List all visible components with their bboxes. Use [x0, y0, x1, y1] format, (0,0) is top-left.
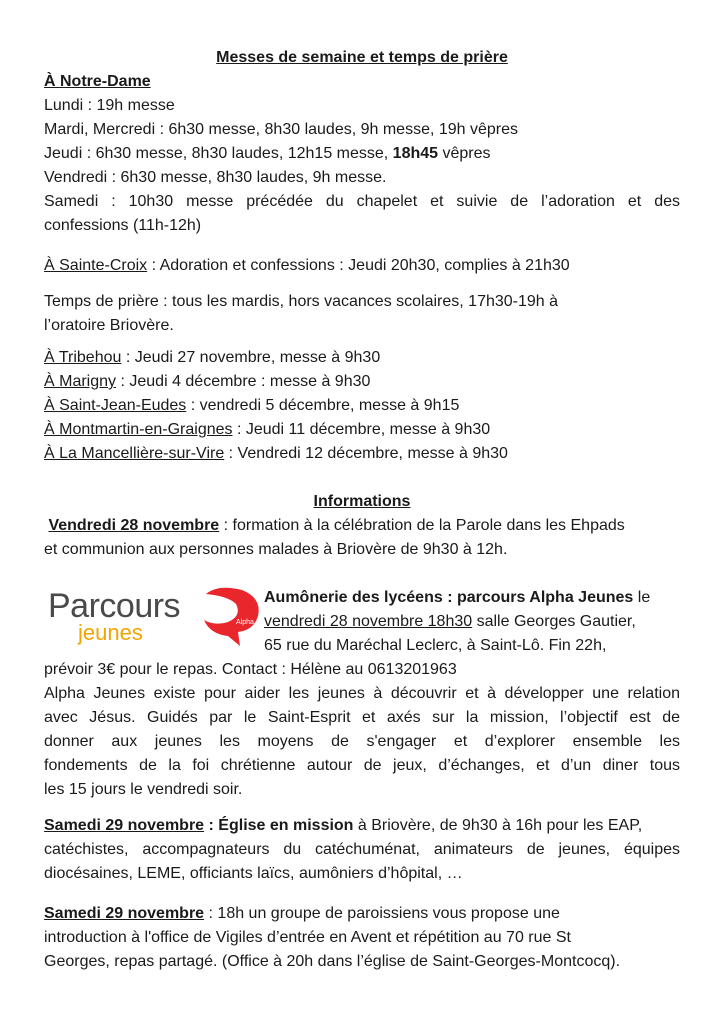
mardi-line: Mardi, Mercredi : 6h30 messe, 8h30 laudes, 9h messe, 19h vêpres — [44, 121, 519, 138]
s29b-line — [44, 902, 680, 926]
s29a-line-2: catéchistes, accompagnateurs du catéchuménat, animateurs de jeunes, équipes — [44, 841, 680, 858]
vendredi-line: Vendredi : 6h30 messe, 8h30 laudes, 9h messe. — [44, 169, 387, 186]
samedi-line-2: confessions (11h-12h) — [44, 217, 202, 234]
alpha-le: le — [633, 589, 651, 606]
jeudi-text: Jeudi : 6h30 messe, 8h30 laudes, 12h15 messe, — [44, 145, 393, 162]
info-title: Informations — [313, 493, 411, 510]
alpha-salle: salle Georges Gautier, — [472, 613, 636, 630]
jeudi-bold: 18h45 — [392, 145, 439, 162]
v28-text: : formation à la célébration de la Parole dans les Ehpads — [219, 517, 625, 534]
montmartin-label: À Montmartin-en-Graignes — [44, 421, 233, 438]
marigny-line — [44, 370, 680, 394]
alpha-line-4: prévoir 3€ pour le repas. Contact : Hélène au 0613201963 — [44, 661, 457, 678]
mancelliere-line — [44, 442, 680, 466]
tribehou-line — [44, 346, 680, 370]
s29b-text: : 18h un groupe de paroissiens vous propose une — [204, 905, 560, 922]
priere-line: Temps de prière : tous les mardis, hors vacances scolaires, 17h30-19h à — [44, 293, 559, 310]
mancelliere-text: : Vendredi 12 décembre, messe à 9h30 — [224, 445, 508, 462]
alpha-line — [264, 586, 680, 610]
jeudi-line — [44, 142, 680, 166]
s29a-text: à Briovère, de 9h30 à 16h pour les EAP, — [353, 817, 643, 834]
alpha-bold: Aumônerie des lycéens : parcours Alpha Jeunes — [264, 589, 634, 606]
marigny-label: À Marigny — [44, 373, 117, 390]
s29a-bold: : Église en mission — [204, 817, 354, 834]
alpha-logo-icon — [198, 586, 264, 648]
jeudi-tail: vêpres — [438, 145, 491, 162]
lundi-line: Lundi : 19h messe — [44, 97, 175, 114]
alpha-date: vendredi 28 novembre 18h30 — [264, 613, 473, 630]
v28-label: Vendredi 28 novembre — [48, 517, 220, 534]
alpha-line-3: 65 rue du Maréchal Leclerc, à Saint-Lô. Fin 22h, — [264, 637, 607, 654]
s29b-label: Samedi 29 novembre — [44, 905, 205, 922]
alpha-para-3: donner aux jeunes les moyens de s'engager et d’explorer ensemble les — [44, 733, 680, 750]
sje-line — [44, 394, 680, 418]
tribehou-text: : Jeudi 27 novembre, messe à 9h30 — [121, 349, 381, 366]
sainte-croix-text: : Adoration et confessions : Jeudi 20h30, complies à 21h30 — [147, 257, 570, 274]
samedi-line: Samedi : 10h30 messe précédée du chapelet et suivie de l’adoration et des — [44, 193, 680, 210]
v28-line-2: et communion aux personnes malades à Briovère de 9h30 à 12h. — [44, 541, 508, 558]
alpha-para-1: Alpha Jeunes existe pour aider les jeunes à découvrir et à développer une relation — [44, 685, 680, 702]
tribehou-label: À Tribehou — [44, 349, 122, 366]
marigny-text: : Jeudi 4 décembre : messe à 9h30 — [116, 373, 371, 390]
montmartin-line — [44, 418, 680, 442]
logo-sub: jeunes — [78, 620, 143, 645]
sainte-croix-line — [44, 254, 680, 278]
alpha-para-4: fondements de la foi chrétienne autour de jeux, d’échanges, et d’un diner tous — [44, 757, 680, 774]
montmartin-text: : Jeudi 11 décembre, messe à 9h30 — [232, 421, 491, 438]
alpha-para-2: avec Jésus. Guidés par le Saint-Esprit et axés sur la mission, l’objectif est de — [44, 709, 680, 726]
s29a-line — [44, 814, 680, 838]
v28-line — [44, 514, 680, 538]
logo-badge: Alpha — [236, 619, 254, 626]
sainte-croix-label: À Sainte-Croix — [44, 257, 148, 274]
notre-dame-heading: À Notre-Dame — [44, 73, 151, 90]
logo-word: Parcours — [48, 587, 181, 625]
s29b-line-2: introduction à l'office de Vigiles d’entrée en Avent et répétition au 70 rue St — [44, 929, 571, 946]
sje-text: : vendredi 5 décembre, messe à 9h15 — [186, 397, 460, 414]
alpha-para-5: les 15 jours le vendredi soir. — [44, 781, 243, 798]
weekly-title: Messes de semaine et temps de prière — [216, 49, 508, 66]
priere-line-2: l’oratoire Briovère. — [44, 317, 174, 334]
s29a-label: Samedi 29 novembre — [44, 817, 205, 834]
s29a-line-3: diocésaines, LEME, officiants laïcs, aumôniers d’hôpital, … — [44, 865, 463, 882]
parcours-jeunes-logo — [48, 586, 258, 652]
sje-label: À Saint-Jean-Eudes — [44, 397, 187, 414]
mancelliere-label: À La Mancellière-sur-Vire — [44, 445, 225, 462]
alpha-line-2 — [264, 610, 680, 634]
s29b-line-3: Georges, repas partagé. (Office à 20h dans l’église de Saint-Georges-Montcocq). — [44, 953, 621, 970]
